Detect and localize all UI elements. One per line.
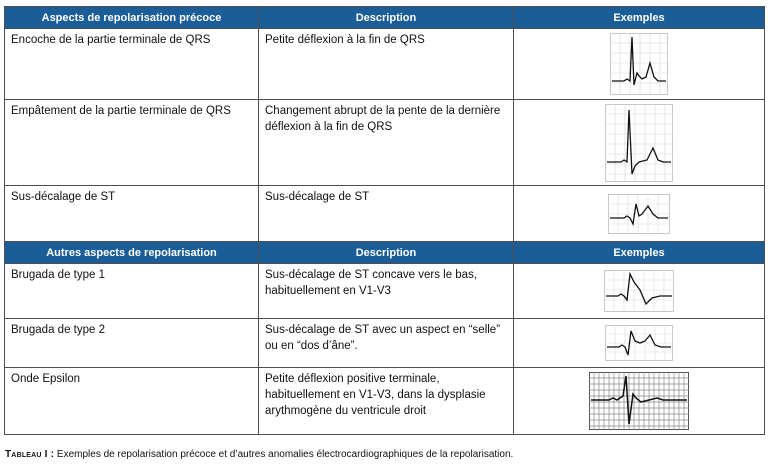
aspect-cell: Sus-décalage de ST bbox=[5, 186, 259, 242]
example-cell bbox=[514, 186, 765, 242]
header-examples: Exemples bbox=[514, 7, 765, 29]
aspect-cell: Brugada de type 2 bbox=[5, 319, 259, 368]
header-aspects: Aspects de repolarisation précoce bbox=[5, 7, 259, 29]
repolarisation-table bbox=[4, 6, 765, 435]
description-cell: Petite déflexion positive terminale, habituellement en V1-V3, dans la dysplasie arythmogène du ventricule droit bbox=[259, 368, 514, 435]
aspect-cell: Onde Epsilon bbox=[5, 368, 259, 435]
table-caption bbox=[5, 449, 513, 460]
ecg-slur-icon bbox=[605, 104, 673, 182]
header-other-aspects: Autres aspects de repolarisation bbox=[5, 242, 259, 264]
ecg-st-elevation-icon bbox=[608, 194, 670, 234]
aspect-cell: Brugada de type 1 bbox=[5, 264, 259, 319]
table-row bbox=[5, 29, 765, 100]
description-cell: Sus-décalage de ST concave vers le bas, habituellement en V1-V3 bbox=[259, 264, 514, 319]
table-row bbox=[5, 186, 765, 242]
header-description: Description bbox=[259, 242, 514, 264]
table-row bbox=[5, 100, 765, 186]
description-cell: Sus-décalage de ST avec un aspect en “selle” ou en “dos d’âne”. bbox=[259, 319, 514, 368]
ecg-epsilon-icon bbox=[589, 372, 689, 430]
header-examples: Exemples bbox=[514, 242, 765, 264]
table-row bbox=[5, 319, 765, 368]
example-cell bbox=[514, 368, 765, 435]
aspect-cell: Encoche de la partie terminale de QRS bbox=[5, 29, 259, 100]
description-cell: Petite déflexion à la fin de QRS bbox=[259, 29, 514, 100]
section2-header-row bbox=[5, 242, 765, 264]
table-row bbox=[5, 264, 765, 319]
caption-text: Exemples de repolarisation précoce et d’autres anomalies électrocardiographiques de la repolarisation. bbox=[54, 449, 514, 460]
example-cell bbox=[514, 319, 765, 368]
ecg-notch-icon bbox=[610, 33, 668, 95]
description-cell: Sus-décalage de ST bbox=[259, 186, 514, 242]
caption-label: Tableau I : bbox=[5, 449, 55, 460]
header-description: Description bbox=[259, 7, 514, 29]
section1-header-row bbox=[5, 7, 765, 29]
table-row bbox=[5, 368, 765, 435]
ecg-brugada-1-icon bbox=[604, 270, 674, 312]
ecg-brugada-2-icon bbox=[605, 325, 673, 361]
aspect-cell: Empâtement de la partie terminale de QRS bbox=[5, 100, 259, 186]
example-cell bbox=[514, 100, 765, 186]
example-cell bbox=[514, 29, 765, 100]
description-cell: Changement abrupt de la pente de la dernière déflexion à la fin de QRS bbox=[259, 100, 514, 186]
example-cell bbox=[514, 264, 765, 319]
